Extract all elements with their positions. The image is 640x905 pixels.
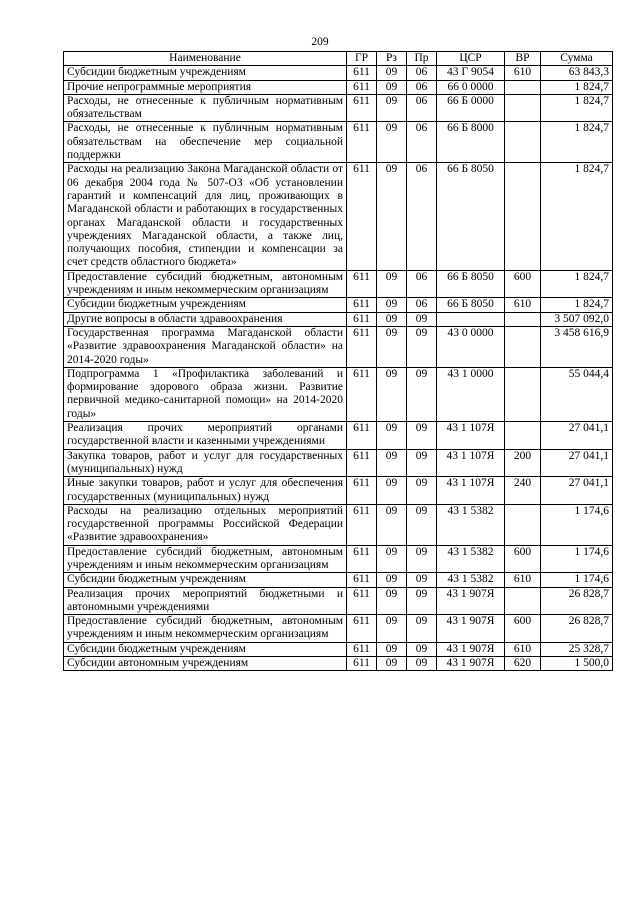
- cell-csr: 66 Б 0000: [437, 94, 505, 122]
- cell-name: Прочие непрограммные мероприятия: [64, 80, 347, 94]
- cell-amount: 1 824,7: [541, 270, 613, 298]
- cell-amount: 1 174,6: [541, 573, 613, 587]
- table-row: [64, 80, 613, 94]
- cell-amount: 1 824,7: [541, 122, 613, 163]
- cell-name: Другие вопросы в области здравоохранения: [64, 312, 347, 326]
- cell-rz: 09: [377, 66, 407, 80]
- cell-pr: 06: [407, 163, 437, 270]
- cell-amount: 1 824,7: [541, 80, 613, 94]
- cell-gr: 611: [347, 298, 377, 312]
- cell-pr: 09: [407, 477, 437, 505]
- cell-name: Расходы, не отнесенные к публичным нормативным обязательствам на обеспечение мер социальной поддержки: [64, 122, 347, 163]
- cell-rz: 09: [377, 657, 407, 671]
- cell-name: Расходы на реализацию отдельных мероприятий государственной программы Российской Федерации «Развитие здравоохранения»: [64, 504, 347, 545]
- cell-vr: [505, 122, 541, 163]
- table-row: [64, 449, 613, 477]
- cell-pr: 06: [407, 66, 437, 80]
- cell-gr: 611: [347, 94, 377, 122]
- cell-csr: 43 1 5382: [437, 573, 505, 587]
- cell-vr: [505, 163, 541, 270]
- cell-rz: 09: [377, 449, 407, 477]
- table-row: [64, 587, 613, 615]
- table-row: [64, 122, 613, 163]
- cell-gr: 611: [347, 587, 377, 615]
- header-gr: ГР: [347, 52, 377, 66]
- cell-amount: 1 824,7: [541, 94, 613, 122]
- cell-vr: [505, 587, 541, 615]
- cell-rz: 09: [377, 573, 407, 587]
- cell-gr: 611: [347, 573, 377, 587]
- cell-name: Реализация прочих мероприятий бюджетными и автономными учреждениями: [64, 587, 347, 615]
- header-vr: ВР: [505, 52, 541, 66]
- cell-vr: 600: [505, 615, 541, 643]
- header-row: [64, 52, 613, 66]
- cell-csr: 43 1 5382: [437, 545, 505, 573]
- cell-gr: 611: [347, 270, 377, 298]
- cell-pr: 09: [407, 367, 437, 421]
- cell-rz: 09: [377, 422, 407, 450]
- cell-name: Предоставление субсидий бюджетным, автономным учреждениям и иным некоммерческим организациям: [64, 615, 347, 643]
- cell-csr: [437, 312, 505, 326]
- cell-csr: 43 1 907Я: [437, 615, 505, 643]
- cell-amount: 27 041,1: [541, 449, 613, 477]
- cell-amount: 1 174,6: [541, 545, 613, 573]
- cell-csr: 43 1 107Я: [437, 449, 505, 477]
- cell-name: Расходы, не отнесенные к публичным нормативным обязательствам: [64, 94, 347, 122]
- cell-vr: 610: [505, 66, 541, 80]
- cell-csr: 43 0 0000: [437, 326, 505, 367]
- cell-vr: [505, 422, 541, 450]
- cell-vr: 610: [505, 573, 541, 587]
- cell-vr: 610: [505, 298, 541, 312]
- cell-csr: 43 1 907Я: [437, 587, 505, 615]
- cell-rz: 09: [377, 477, 407, 505]
- cell-amount: 1 174,6: [541, 504, 613, 545]
- table-row: [64, 94, 613, 122]
- cell-gr: 611: [347, 163, 377, 270]
- cell-rz: 09: [377, 298, 407, 312]
- table-row: [64, 326, 613, 367]
- cell-pr: 06: [407, 270, 437, 298]
- cell-name: Субсидии бюджетным учреждениям: [64, 298, 347, 312]
- cell-amount: 3 458 616,9: [541, 326, 613, 367]
- cell-amount: 26 828,7: [541, 587, 613, 615]
- cell-amount: 26 828,7: [541, 615, 613, 643]
- cell-gr: 611: [347, 80, 377, 94]
- cell-rz: 09: [377, 80, 407, 94]
- cell-gr: 611: [347, 642, 377, 656]
- cell-csr: 66 Б 8000: [437, 122, 505, 163]
- table-row: [64, 312, 613, 326]
- table-row: [64, 477, 613, 505]
- table-row: [64, 298, 613, 312]
- cell-name: Субсидии автономным учреждениям: [64, 657, 347, 671]
- cell-rz: 09: [377, 587, 407, 615]
- cell-vr: 200: [505, 449, 541, 477]
- cell-rz: 09: [377, 504, 407, 545]
- cell-amount: 1 500,0: [541, 657, 613, 671]
- table-header: [64, 52, 613, 66]
- cell-amount: 27 041,1: [541, 477, 613, 505]
- cell-csr: 43 1 107Я: [437, 422, 505, 450]
- table-row: [64, 163, 613, 270]
- cell-vr: [505, 504, 541, 545]
- cell-pr: 09: [407, 657, 437, 671]
- table-row: [64, 270, 613, 298]
- table-body: [64, 66, 613, 671]
- table-row: [64, 422, 613, 450]
- table-row: [64, 615, 613, 643]
- cell-name: Иные закупки товаров, работ и услуг для обеспечения государственных (муниципальных) нужд: [64, 477, 347, 505]
- header-amount: Сумма: [541, 52, 613, 66]
- cell-rz: 09: [377, 94, 407, 122]
- cell-amount: 55 044,4: [541, 367, 613, 421]
- cell-rz: 09: [377, 642, 407, 656]
- cell-vr: [505, 94, 541, 122]
- cell-csr: 43 1 5382: [437, 504, 505, 545]
- cell-pr: 09: [407, 312, 437, 326]
- cell-vr: [505, 80, 541, 94]
- cell-rz: 09: [377, 326, 407, 367]
- cell-gr: 611: [347, 477, 377, 505]
- cell-name: Подпрограмма 1 «Профилактика заболеваний и формирование здорового образа жизни. Развитие первичной медико-санитарной помощи» на 2014-2020 годы»: [64, 367, 347, 421]
- table-row: [64, 545, 613, 573]
- cell-vr: 600: [505, 545, 541, 573]
- cell-pr: 06: [407, 122, 437, 163]
- cell-gr: 611: [347, 312, 377, 326]
- cell-vr: 610: [505, 642, 541, 656]
- cell-amount: 1 824,7: [541, 298, 613, 312]
- cell-vr: [505, 326, 541, 367]
- table-row: [64, 657, 613, 671]
- cell-gr: 611: [347, 657, 377, 671]
- cell-vr: 240: [505, 477, 541, 505]
- header-name: Наименование: [64, 52, 347, 66]
- table-row: [64, 642, 613, 656]
- cell-pr: 06: [407, 94, 437, 122]
- cell-gr: 611: [347, 66, 377, 80]
- cell-pr: 09: [407, 545, 437, 573]
- cell-csr: 43 1 0000: [437, 367, 505, 421]
- cell-gr: 611: [347, 449, 377, 477]
- cell-rz: 09: [377, 122, 407, 163]
- cell-csr: 43 Г 9054: [437, 66, 505, 80]
- cell-csr: 43 1 907Я: [437, 642, 505, 656]
- cell-csr: 66 0 0000: [437, 80, 505, 94]
- cell-rz: 09: [377, 163, 407, 270]
- cell-name: Реализация прочих мероприятий органами государственной власти и казенными учреждениями: [64, 422, 347, 450]
- table-row: [64, 367, 613, 421]
- cell-pr: 06: [407, 298, 437, 312]
- cell-pr: 09: [407, 326, 437, 367]
- cell-gr: 611: [347, 422, 377, 450]
- cell-vr: 600: [505, 270, 541, 298]
- page-number: 209: [311, 36, 329, 48]
- header-csr: ЦСР: [437, 52, 505, 66]
- cell-gr: 611: [347, 122, 377, 163]
- cell-name: Субсидии бюджетным учреждениям: [64, 573, 347, 587]
- cell-vr: 620: [505, 657, 541, 671]
- cell-pr: 09: [407, 449, 437, 477]
- cell-pr: 09: [407, 504, 437, 545]
- cell-name: Субсидии бюджетным учреждениям: [64, 66, 347, 80]
- cell-gr: 611: [347, 367, 377, 421]
- cell-pr: 09: [407, 573, 437, 587]
- header-pr: Пр: [407, 52, 437, 66]
- cell-amount: 27 041,1: [541, 422, 613, 450]
- cell-csr: 66 Б 8050: [437, 270, 505, 298]
- cell-csr: 66 Б 8050: [437, 163, 505, 270]
- cell-gr: 611: [347, 545, 377, 573]
- cell-pr: 09: [407, 642, 437, 656]
- cell-name: Предоставление субсидий бюджетным, автономным учреждениям и иным некоммерческим организациям: [64, 545, 347, 573]
- cell-rz: 09: [377, 545, 407, 573]
- cell-name: Предоставление субсидий бюджетным, автономным учреждениям и иным некоммерческим организациям: [64, 270, 347, 298]
- cell-rz: 09: [377, 367, 407, 421]
- cell-amount: 3 507 092,0: [541, 312, 613, 326]
- table-row: [64, 66, 613, 80]
- cell-amount: 1 824,7: [541, 163, 613, 270]
- cell-gr: 611: [347, 326, 377, 367]
- cell-csr: 43 1 107Я: [437, 477, 505, 505]
- cell-rz: 09: [377, 270, 407, 298]
- cell-gr: 611: [347, 504, 377, 545]
- cell-gr: 611: [347, 615, 377, 643]
- budget-table: [63, 51, 613, 671]
- cell-pr: 09: [407, 422, 437, 450]
- cell-amount: 25 328,7: [541, 642, 613, 656]
- cell-pr: 06: [407, 80, 437, 94]
- cell-pr: 09: [407, 587, 437, 615]
- header-rz: Рз: [377, 52, 407, 66]
- cell-vr: [505, 312, 541, 326]
- cell-amount: 63 843,3: [541, 66, 613, 80]
- cell-rz: 09: [377, 312, 407, 326]
- cell-name: Государственная программа Магаданской области «Развитие здравоохранения Магаданской области» на 2014-2020 годы»: [64, 326, 347, 367]
- cell-vr: [505, 367, 541, 421]
- table-row: [64, 573, 613, 587]
- table-row: [64, 504, 613, 545]
- cell-csr: 43 1 907Я: [437, 657, 505, 671]
- cell-name: Закупка товаров, работ и услуг для государственных (муниципальных) нужд: [64, 449, 347, 477]
- cell-pr: 09: [407, 615, 437, 643]
- cell-name: Расходы на реализацию Закона Магаданской области от 06 декабря 2004 года № 507-ОЗ «Об установлении гарантий и компенсаций для лиц, проживающих в Магаданской области и работающих в государственных органах Магаданской области и государственных учреждениях Магаданской области, а также лиц, получающих пособия, стипендии и компенсации за счет средств областного бюджета»: [64, 163, 347, 270]
- cell-name: Субсидии бюджетным учреждениям: [64, 642, 347, 656]
- cell-rz: 09: [377, 615, 407, 643]
- cell-csr: 66 Б 8050: [437, 298, 505, 312]
